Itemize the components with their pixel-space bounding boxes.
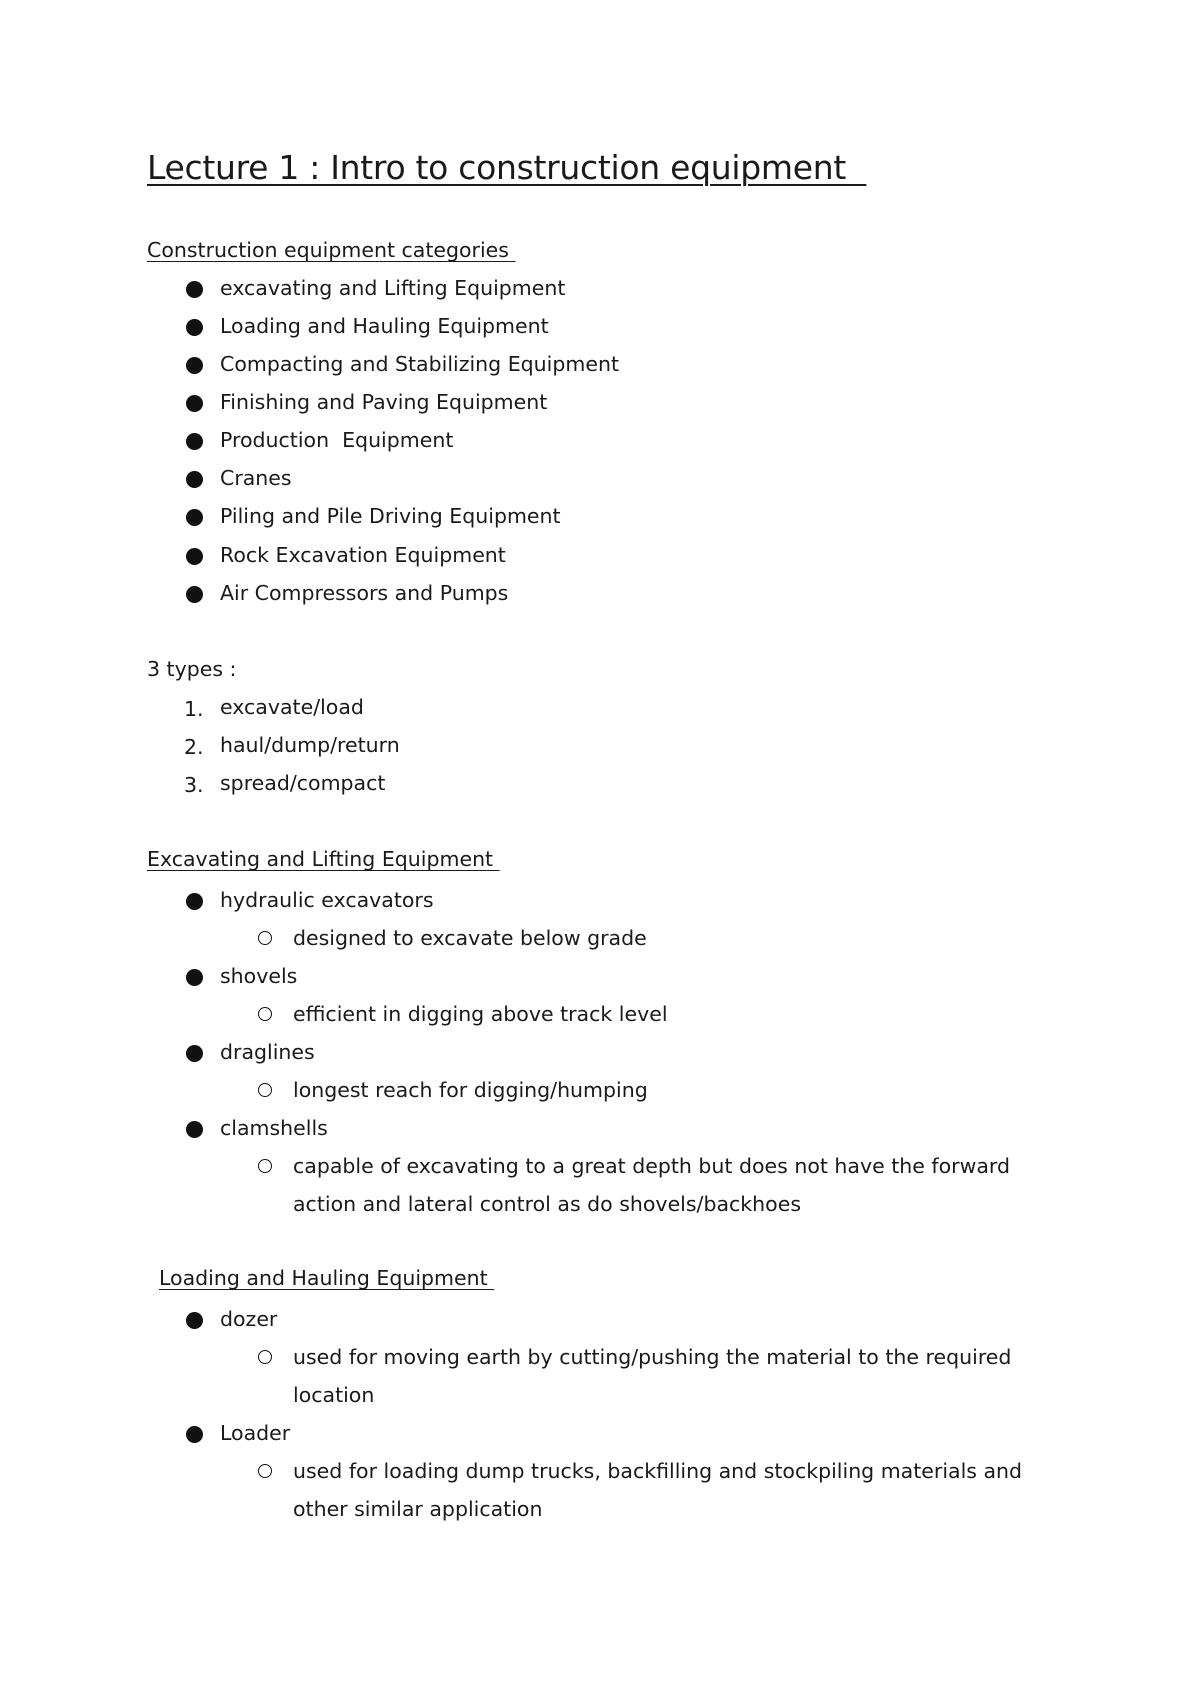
list-item: hydraulic excavators	[220, 888, 434, 912]
bullet-icon	[186, 586, 203, 603]
bullet-icon	[186, 281, 203, 298]
sub-list-item: designed to excavate below grade	[293, 926, 647, 950]
bullet-icon	[186, 548, 203, 565]
list-item: Cranes	[220, 466, 292, 490]
bullet-icon	[186, 319, 203, 336]
list-item: dozer	[220, 1307, 278, 1331]
hollow-bullet-icon	[258, 1159, 272, 1173]
excavating-heading: Excavating and Lifting Equipment	[147, 847, 500, 871]
hollow-bullet-icon	[258, 1464, 272, 1478]
sub-list-item: longest reach for digging/humping	[293, 1078, 648, 1102]
sub-list-item: used for loading dump trucks, backfilling and stockpiling materials and	[293, 1459, 1023, 1483]
categories-heading: Construction equipment categories	[147, 238, 516, 262]
hollow-bullet-icon	[258, 931, 272, 945]
sub-list-item: used for moving earth by cutting/pushing the material to the required	[293, 1345, 1012, 1369]
list-item: Air Compressors and Pumps	[220, 581, 509, 605]
hollow-bullet-icon	[258, 1007, 272, 1021]
bullet-icon	[186, 433, 203, 450]
list-item: Compacting and Stabilizing Equipment	[220, 352, 619, 376]
list-item: haul/dump/return	[220, 733, 400, 757]
list-item: spread/compact	[220, 771, 386, 795]
list-item: excavating and Lifting Equipment	[220, 276, 566, 300]
list-item: Loader	[220, 1421, 291, 1445]
list-item: excavate/load	[220, 695, 364, 719]
loading-heading: Loading and Hauling Equipment	[159, 1266, 495, 1290]
list-item: Finishing and Paving Equipment	[220, 390, 548, 414]
bullet-icon	[186, 357, 203, 374]
sub-list-item: capable of excavating to a great depth but does not have the forward	[293, 1154, 1010, 1178]
list-item: draglines	[220, 1040, 315, 1064]
bullet-icon	[186, 471, 203, 488]
bullet-icon	[186, 969, 203, 986]
list-item: Loading and Hauling Equipment	[220, 314, 549, 338]
bullet-icon	[186, 893, 203, 910]
sub-list-item-continuation: action and lateral control as do shovels/backhoes	[293, 1192, 802, 1216]
sub-list-item-continuation: location	[293, 1383, 375, 1407]
types-label: 3 types :	[147, 657, 237, 681]
list-number: 2.	[184, 735, 204, 759]
list-item: Piling and Pile Driving Equipment	[220, 504, 561, 528]
bullet-icon	[186, 1121, 203, 1138]
bullet-icon	[186, 395, 203, 412]
sub-list-item: efficient in digging above track level	[293, 1002, 668, 1026]
bullet-icon	[186, 1312, 203, 1329]
list-number: 1.	[184, 697, 204, 721]
hollow-bullet-icon	[258, 1350, 272, 1364]
page-title: Lecture 1 : Intro to construction equipment	[147, 148, 867, 187]
sub-list-item-continuation: other similar application	[293, 1497, 543, 1521]
list-item: Rock Excavation Equipment	[220, 543, 506, 567]
bullet-icon	[186, 1045, 203, 1062]
bullet-icon	[186, 1426, 203, 1443]
hollow-bullet-icon	[258, 1083, 272, 1097]
bullet-icon	[186, 509, 203, 526]
list-item: clamshells	[220, 1116, 328, 1140]
list-item: Production Equipment	[220, 428, 454, 452]
list-item: shovels	[220, 964, 298, 988]
list-number: 3.	[184, 773, 204, 797]
